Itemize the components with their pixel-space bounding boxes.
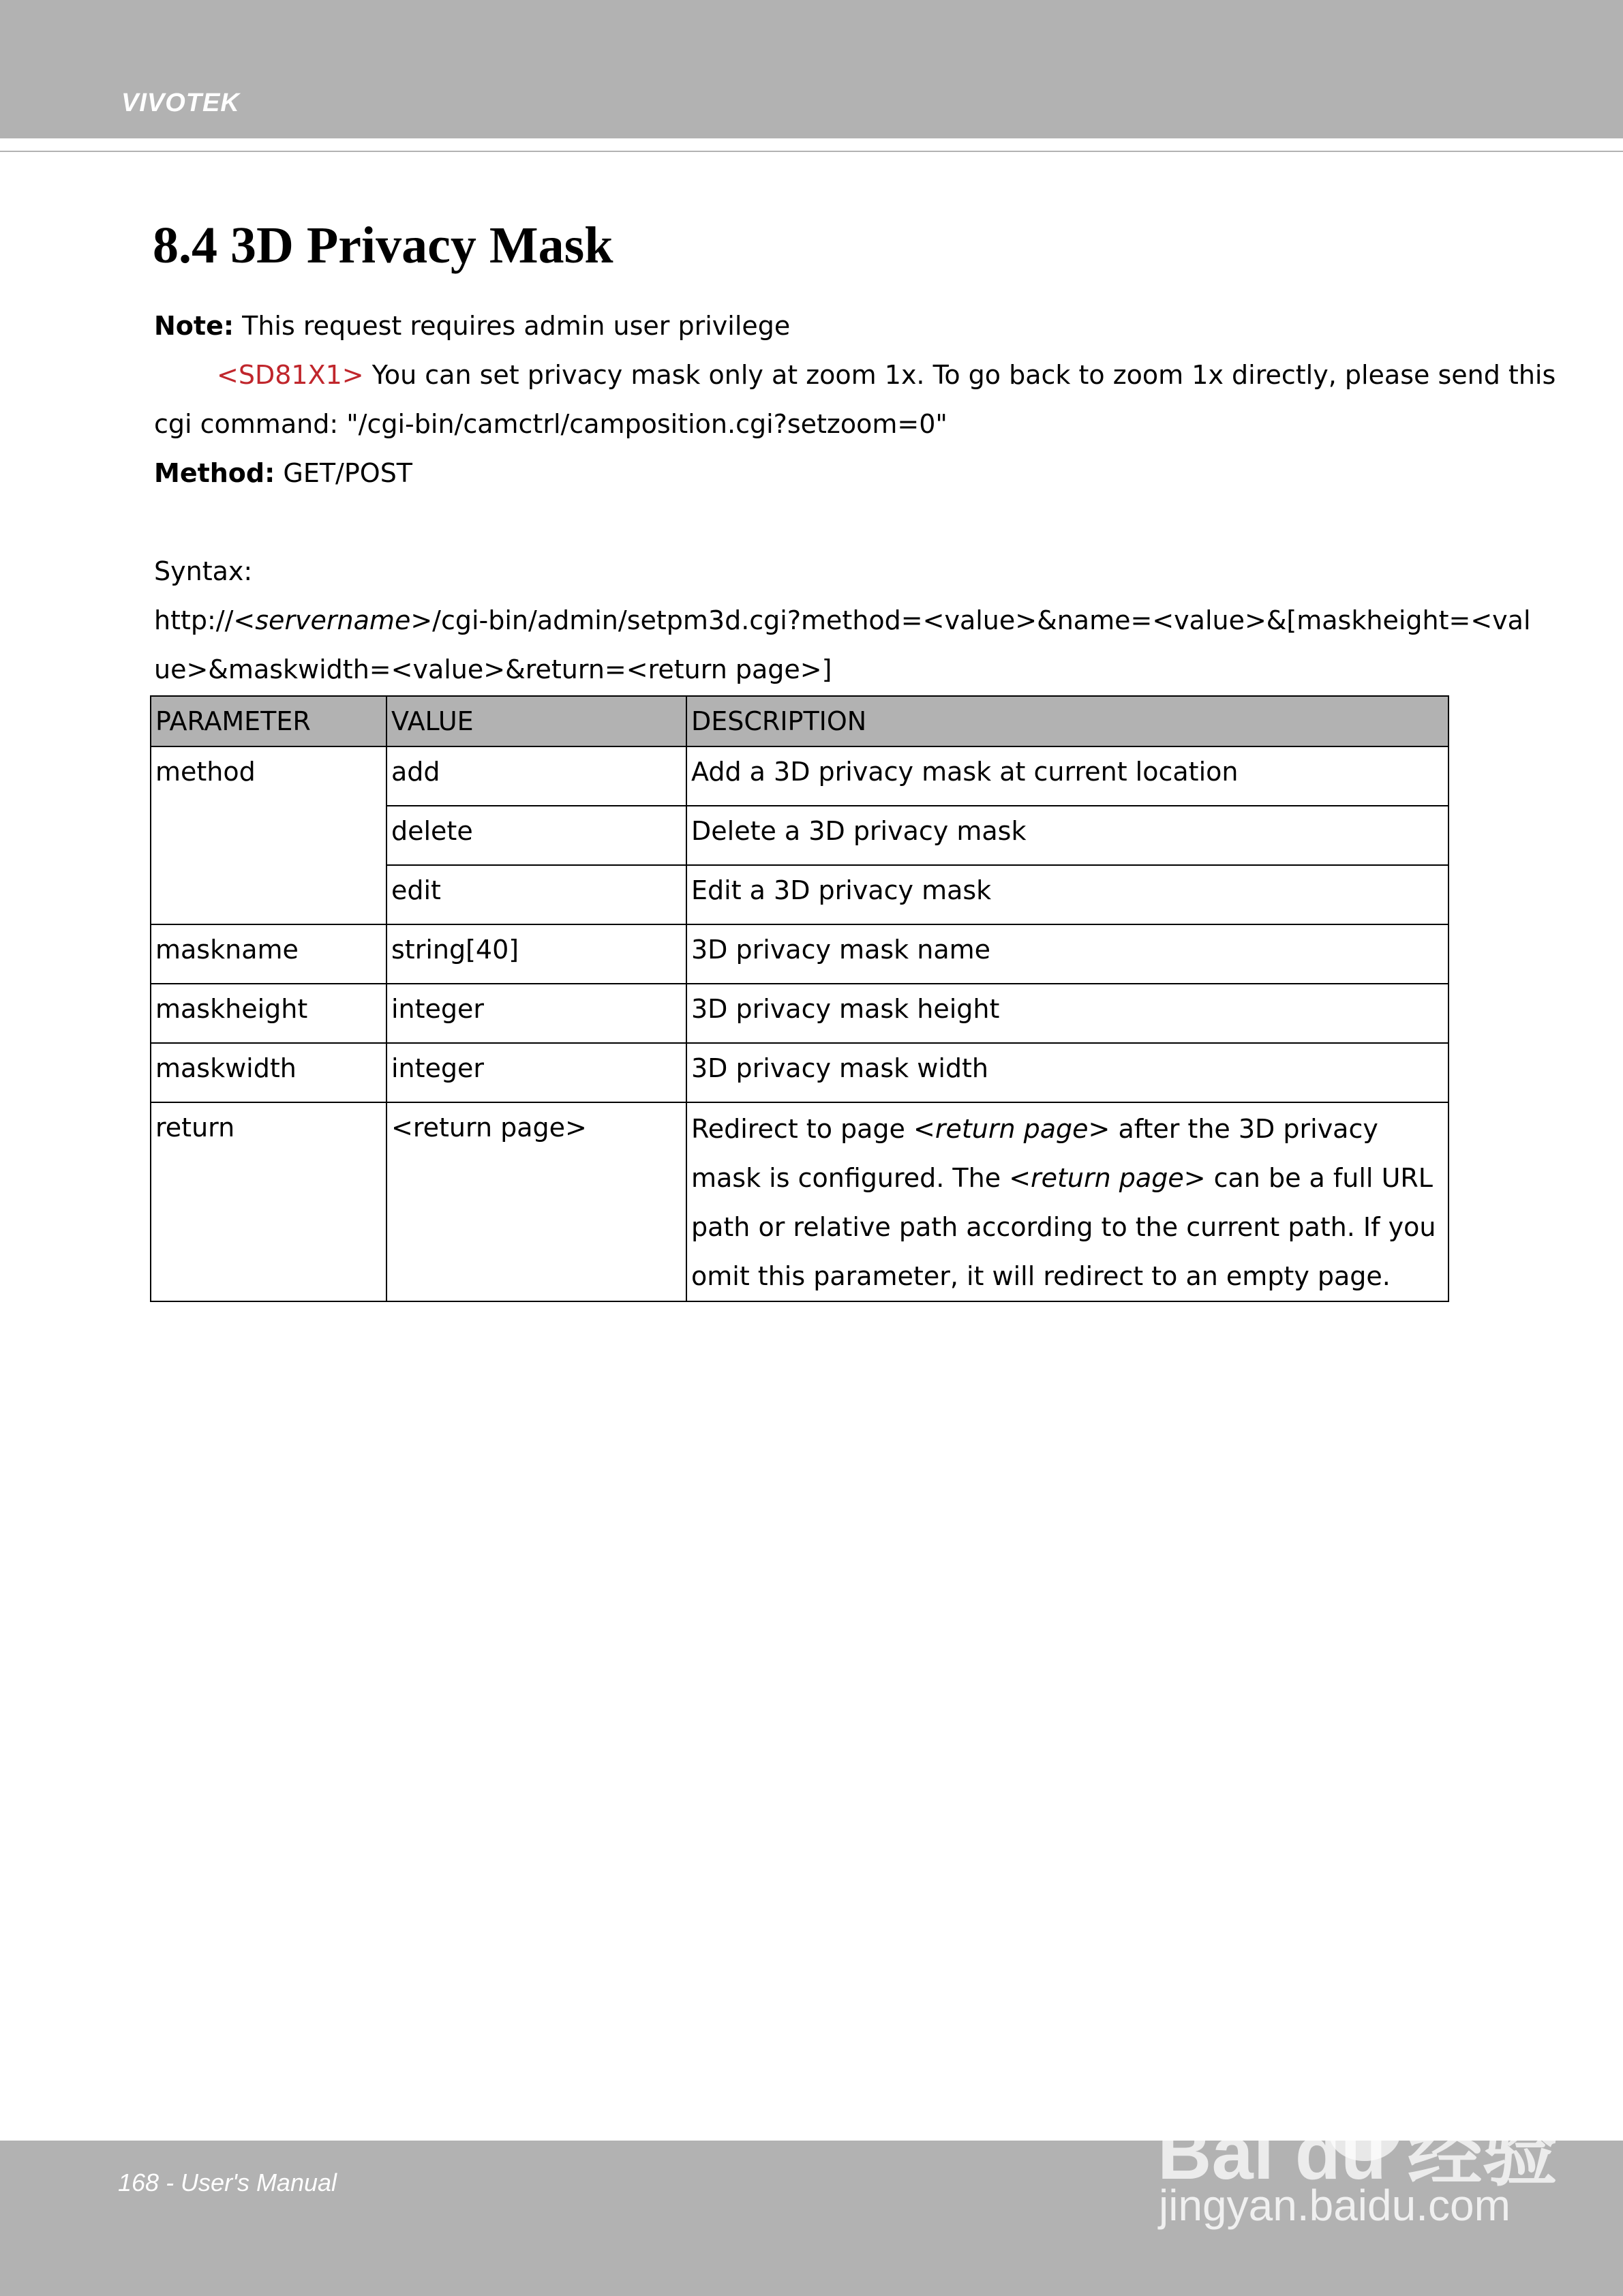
syntax-line-2: ue>&maskwidth=<value>&return=<return page>] xyxy=(154,654,832,684)
syntax-rest: /cgi-bin/admin/setpm3d.cgi?method=<value>&name=<value>&[maskheight=<val xyxy=(432,605,1531,635)
brand-logo: VIVOTEK xyxy=(121,89,240,117)
table-row xyxy=(151,746,1448,806)
page-number: 168 - User's Manual xyxy=(118,2169,337,2196)
watermark-logo-text: Bai du 经验 xyxy=(1157,2111,1558,2195)
watermark-url: jingyan.baidu.com xyxy=(1159,2181,1511,2230)
model-note-text: You can set privacy mask only at zoom 1x. To go back to zoom 1x directly, please send this xyxy=(363,360,1556,390)
parameter-table xyxy=(150,695,1449,1302)
desc-text-italic: <return page> xyxy=(913,1114,1110,1144)
syntax-servername: <servername> xyxy=(233,605,433,635)
note-label: Note: xyxy=(154,311,234,341)
model-note-line-2: cgi command: "/cgi-bin/camctrl/camposition.cgi?setzoom=0" xyxy=(154,409,947,439)
value-cell: integer xyxy=(386,984,686,1043)
desc-text: after the 3D privacy mask is configured. The xyxy=(691,1114,1378,1193)
method-value: GET/POST xyxy=(275,458,413,488)
method-line xyxy=(154,457,412,489)
desc-text: can be a full URL path or relative path according to the current path. If you omit this parameter, it will redirect to an empty page. xyxy=(691,1163,1436,1291)
desc-cell: 3D privacy mask name xyxy=(686,924,1448,984)
desc-text-italic: <return page> xyxy=(1009,1163,1206,1193)
value-cell: delete xyxy=(386,806,686,865)
method-label: Method: xyxy=(154,458,275,488)
model-note-line xyxy=(217,359,1556,391)
value-cell: integer xyxy=(386,1043,686,1102)
header-value: VALUE xyxy=(386,696,686,746)
model-tag: <SD81X1> xyxy=(217,360,364,390)
syntax-line-1 xyxy=(154,604,1531,637)
note-text: This request requires admin user privilege xyxy=(234,311,791,341)
syntax-label: Syntax: xyxy=(154,556,253,586)
param-cell: maskheight xyxy=(151,984,386,1043)
desc-cell xyxy=(686,1102,1448,1301)
desc-cell: Add a 3D privacy mask at current location xyxy=(686,746,1448,806)
header-description: DESCRIPTION xyxy=(686,696,1448,746)
syntax-prefix: http:// xyxy=(154,605,234,635)
table-row xyxy=(151,984,1448,1043)
note-line xyxy=(154,309,790,342)
table-row xyxy=(151,1102,1448,1301)
header-divider xyxy=(0,151,1623,152)
param-cell: maskwidth xyxy=(151,1043,386,1102)
desc-cell: Edit a 3D privacy mask xyxy=(686,865,1448,924)
page-title: 8.4 3D Privacy Mask xyxy=(153,217,613,274)
table-row xyxy=(151,1043,1448,1102)
desc-cell: Delete a 3D privacy mask xyxy=(686,806,1448,865)
desc-cell: 3D privacy mask height xyxy=(686,984,1448,1043)
header-bar xyxy=(0,0,1623,138)
param-cell: maskname xyxy=(151,924,386,984)
table-row xyxy=(151,924,1448,984)
value-cell: <return page> xyxy=(386,1102,686,1301)
value-cell: add xyxy=(386,746,686,806)
value-cell: string[40] xyxy=(386,924,686,984)
param-cell: return xyxy=(151,1102,386,1301)
param-cell: method xyxy=(151,746,386,924)
table-header-row xyxy=(151,696,1448,746)
value-cell: edit xyxy=(386,865,686,924)
header-parameter: PARAMETER xyxy=(151,696,386,746)
desc-cell: 3D privacy mask width xyxy=(686,1043,1448,1102)
desc-text: Redirect to page xyxy=(691,1114,914,1144)
